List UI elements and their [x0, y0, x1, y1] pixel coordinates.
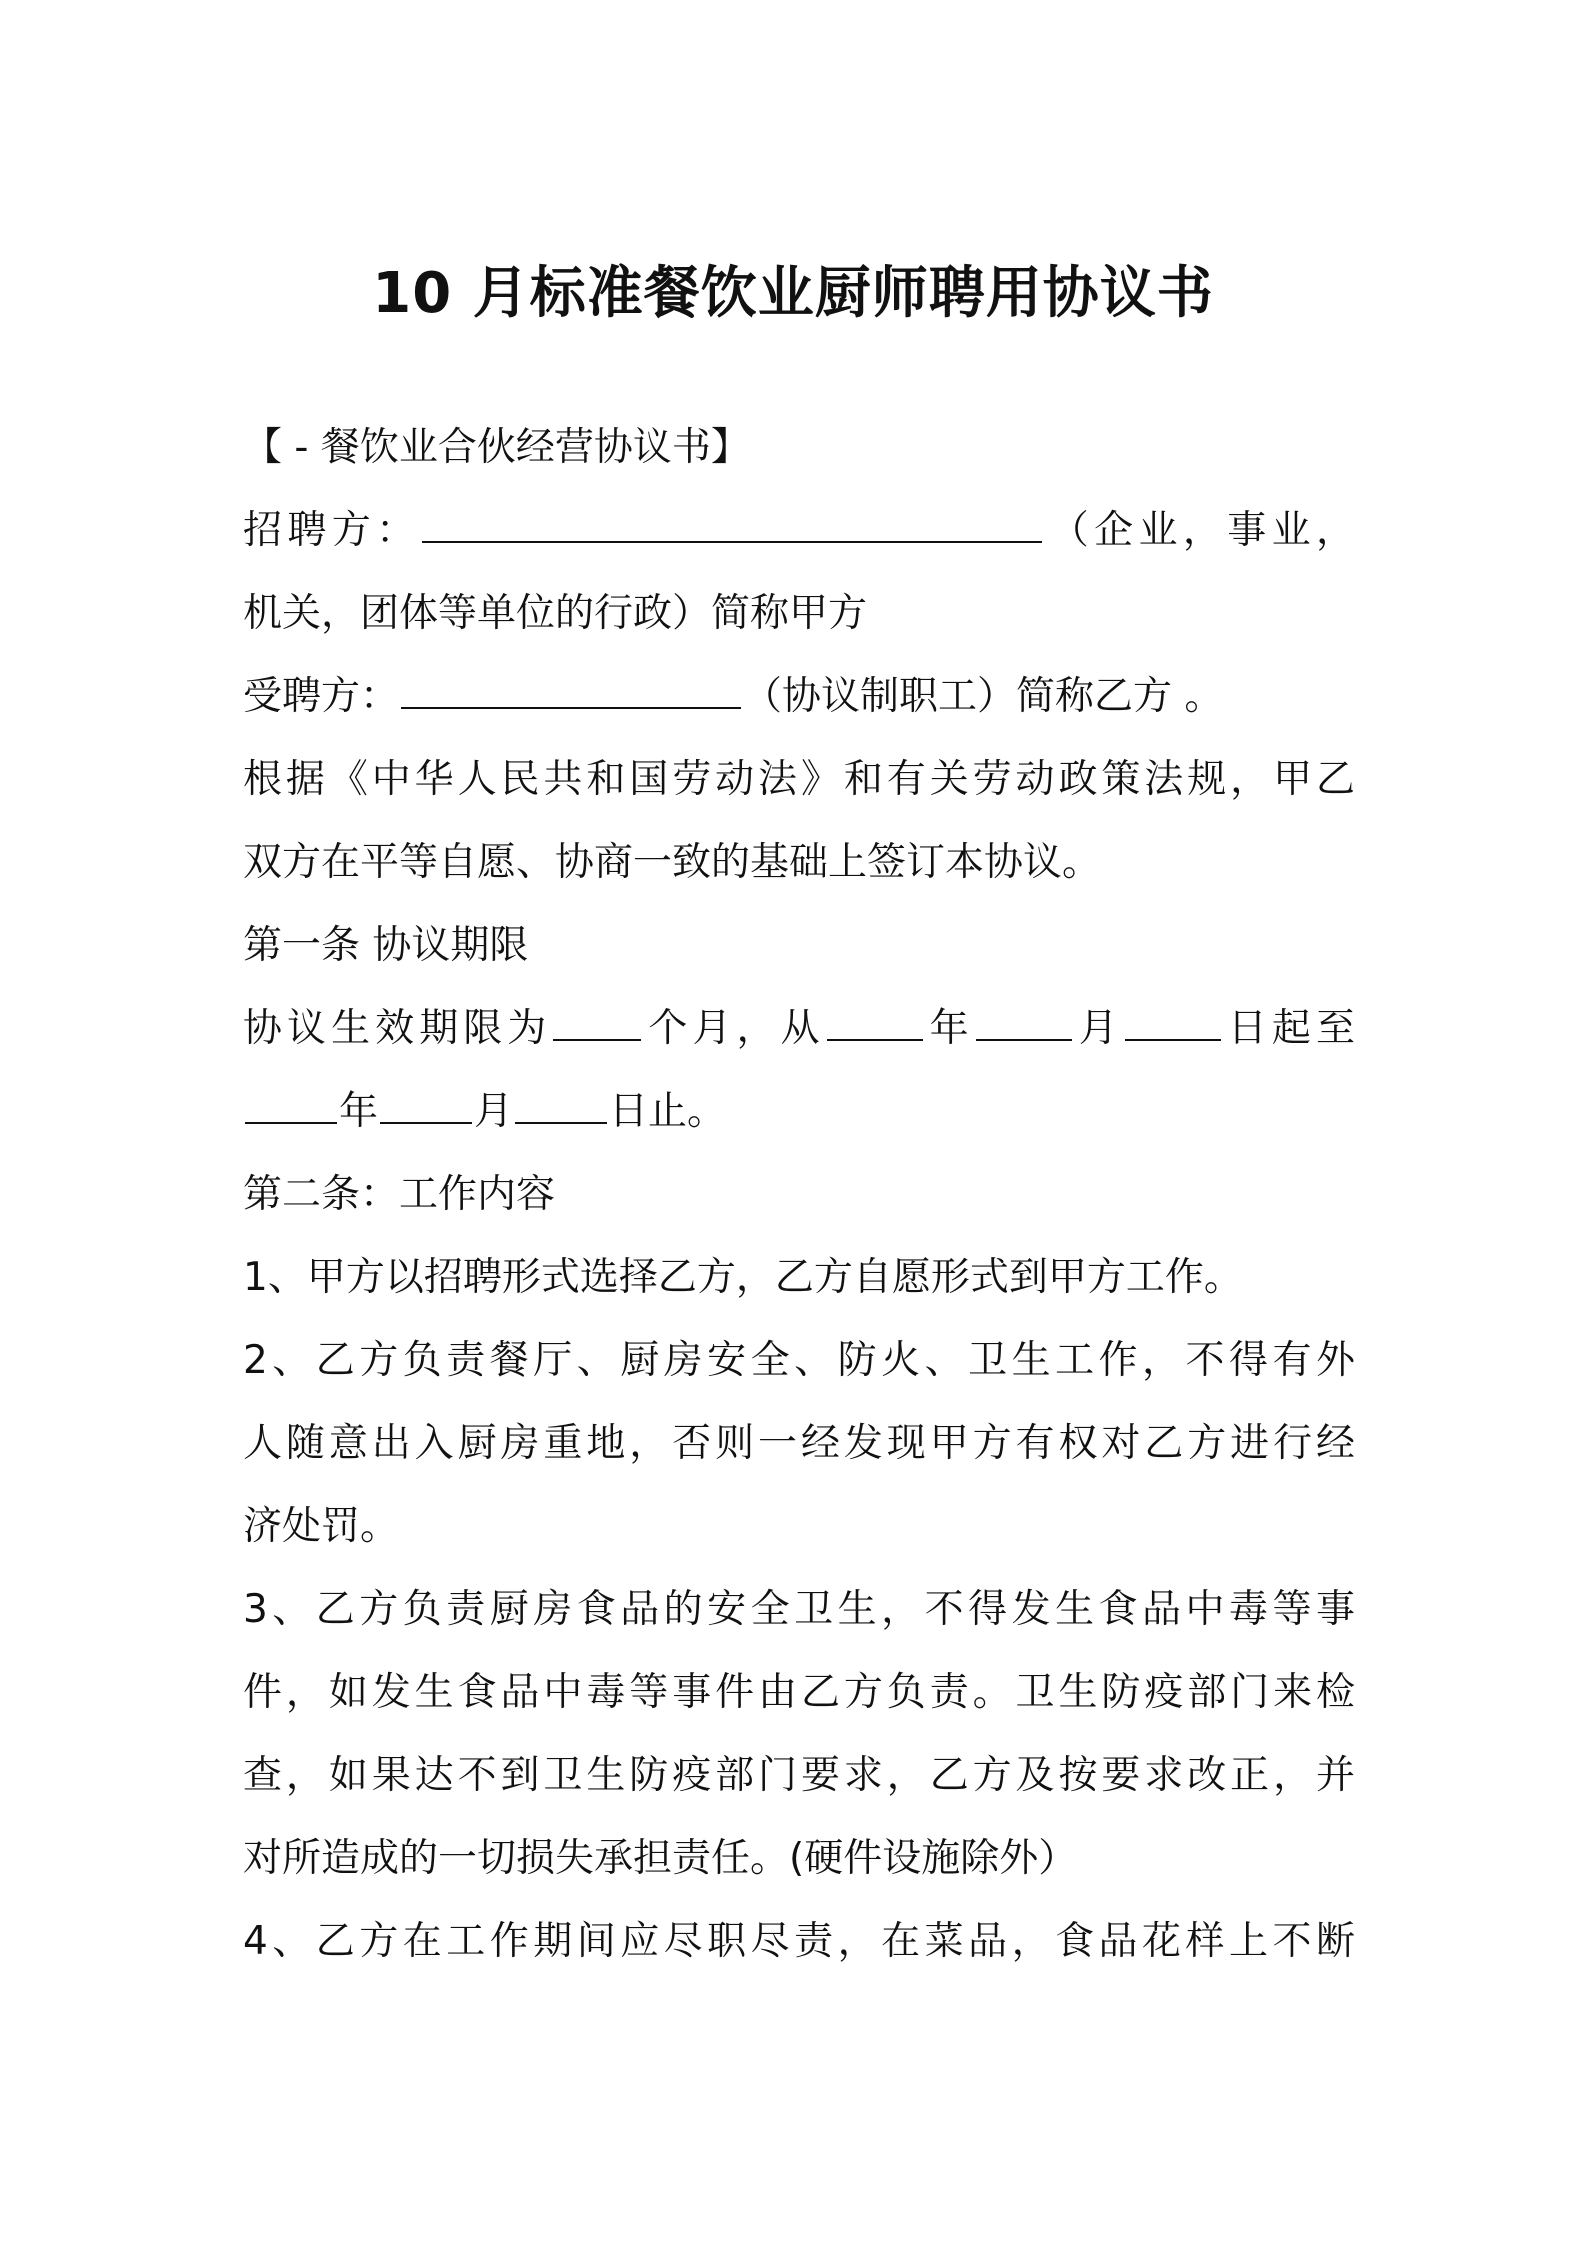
item-2-line-c: 济处罚。	[243, 1504, 400, 1549]
item-3-line-b: 件，如发生食品中毒等事件由乙方负责。卫生防疫部门来检	[243, 1670, 1355, 1715]
article1-title: 第一条 协议期限	[243, 923, 529, 968]
employee-label: 受聘方：	[243, 674, 400, 719]
term-start-day-blank	[1125, 999, 1221, 1041]
item-4-line-a: 4、乙方在工作期间应尽职尽责，在菜品，食品花样上不断	[243, 1919, 1355, 1964]
article2-title: 第二条：工作内容	[243, 1172, 556, 1217]
term-text-1: 协议生效期限为	[243, 1006, 552, 1051]
item-3-line-d: 对所造成的一切损失承担责任。(硬件设施除外）	[243, 1836, 1078, 1881]
item-3-line-a: 3、乙方负责厨房食品的安全卫生，不得发生食品中毒等事	[243, 1587, 1355, 1632]
employee-blank	[401, 667, 741, 709]
term-text-8: 日止。	[609, 1089, 727, 1134]
employee-line	[243, 655, 1355, 738]
term-start-month-blank	[976, 999, 1072, 1041]
term-text-3: 年	[924, 1006, 974, 1051]
item-2-line-b: 人随意出入厨房重地，否则一经发现甲方有权对乙方进行经	[243, 1421, 1355, 1466]
item-3-line-c: 查，如果达不到卫生防疫部门要求，乙方及按要求改正，并	[243, 1753, 1355, 1798]
term-line-a	[243, 987, 1355, 1070]
document-body	[243, 406, 1355, 1983]
subtitle: 【 - 餐饮业合伙经营协议书】	[243, 425, 750, 470]
employer-blank	[422, 501, 1042, 543]
term-text-4: 月	[1073, 1006, 1123, 1051]
term-line-b	[243, 1070, 1355, 1153]
item-1: 1、甲方以招聘形式选择乙方，乙方自愿形式到甲方工作。	[243, 1255, 1243, 1300]
employer-note-b: 机关，团体等单位的行政）简称甲方	[243, 591, 868, 636]
term-text-6: 年	[339, 1089, 379, 1134]
employee-note: （协议制职工）简称乙方 。	[743, 674, 1224, 719]
term-text-5: 日起至	[1222, 1006, 1355, 1051]
document-title: 10 月标准餐饮业厨师聘用协议书	[372, 261, 1214, 326]
term-end-month-blank	[380, 1082, 472, 1124]
employer-note-a: （企业，事业，	[1044, 508, 1355, 553]
preamble-line-a: 根据《中华人民共和国劳动法》和有关劳动政策法规，甲乙	[243, 757, 1355, 802]
term-start-year-blank	[827, 999, 923, 1041]
preamble-line-b: 双方在平等自愿、协商一致的基础上签订本协议。	[243, 840, 1102, 885]
term-text-2: 个月，从	[643, 1006, 825, 1051]
term-end-day-blank	[515, 1082, 607, 1124]
employer-label: 招聘方：	[243, 508, 421, 553]
term-end-year-blank	[245, 1082, 337, 1124]
employer-line	[243, 489, 1355, 572]
term-months-blank	[553, 999, 641, 1041]
item-2-line-a: 2、乙方负责餐厅、厨房安全、防火、卫生工作，不得有外	[243, 1338, 1355, 1383]
term-text-7: 月	[474, 1089, 514, 1134]
